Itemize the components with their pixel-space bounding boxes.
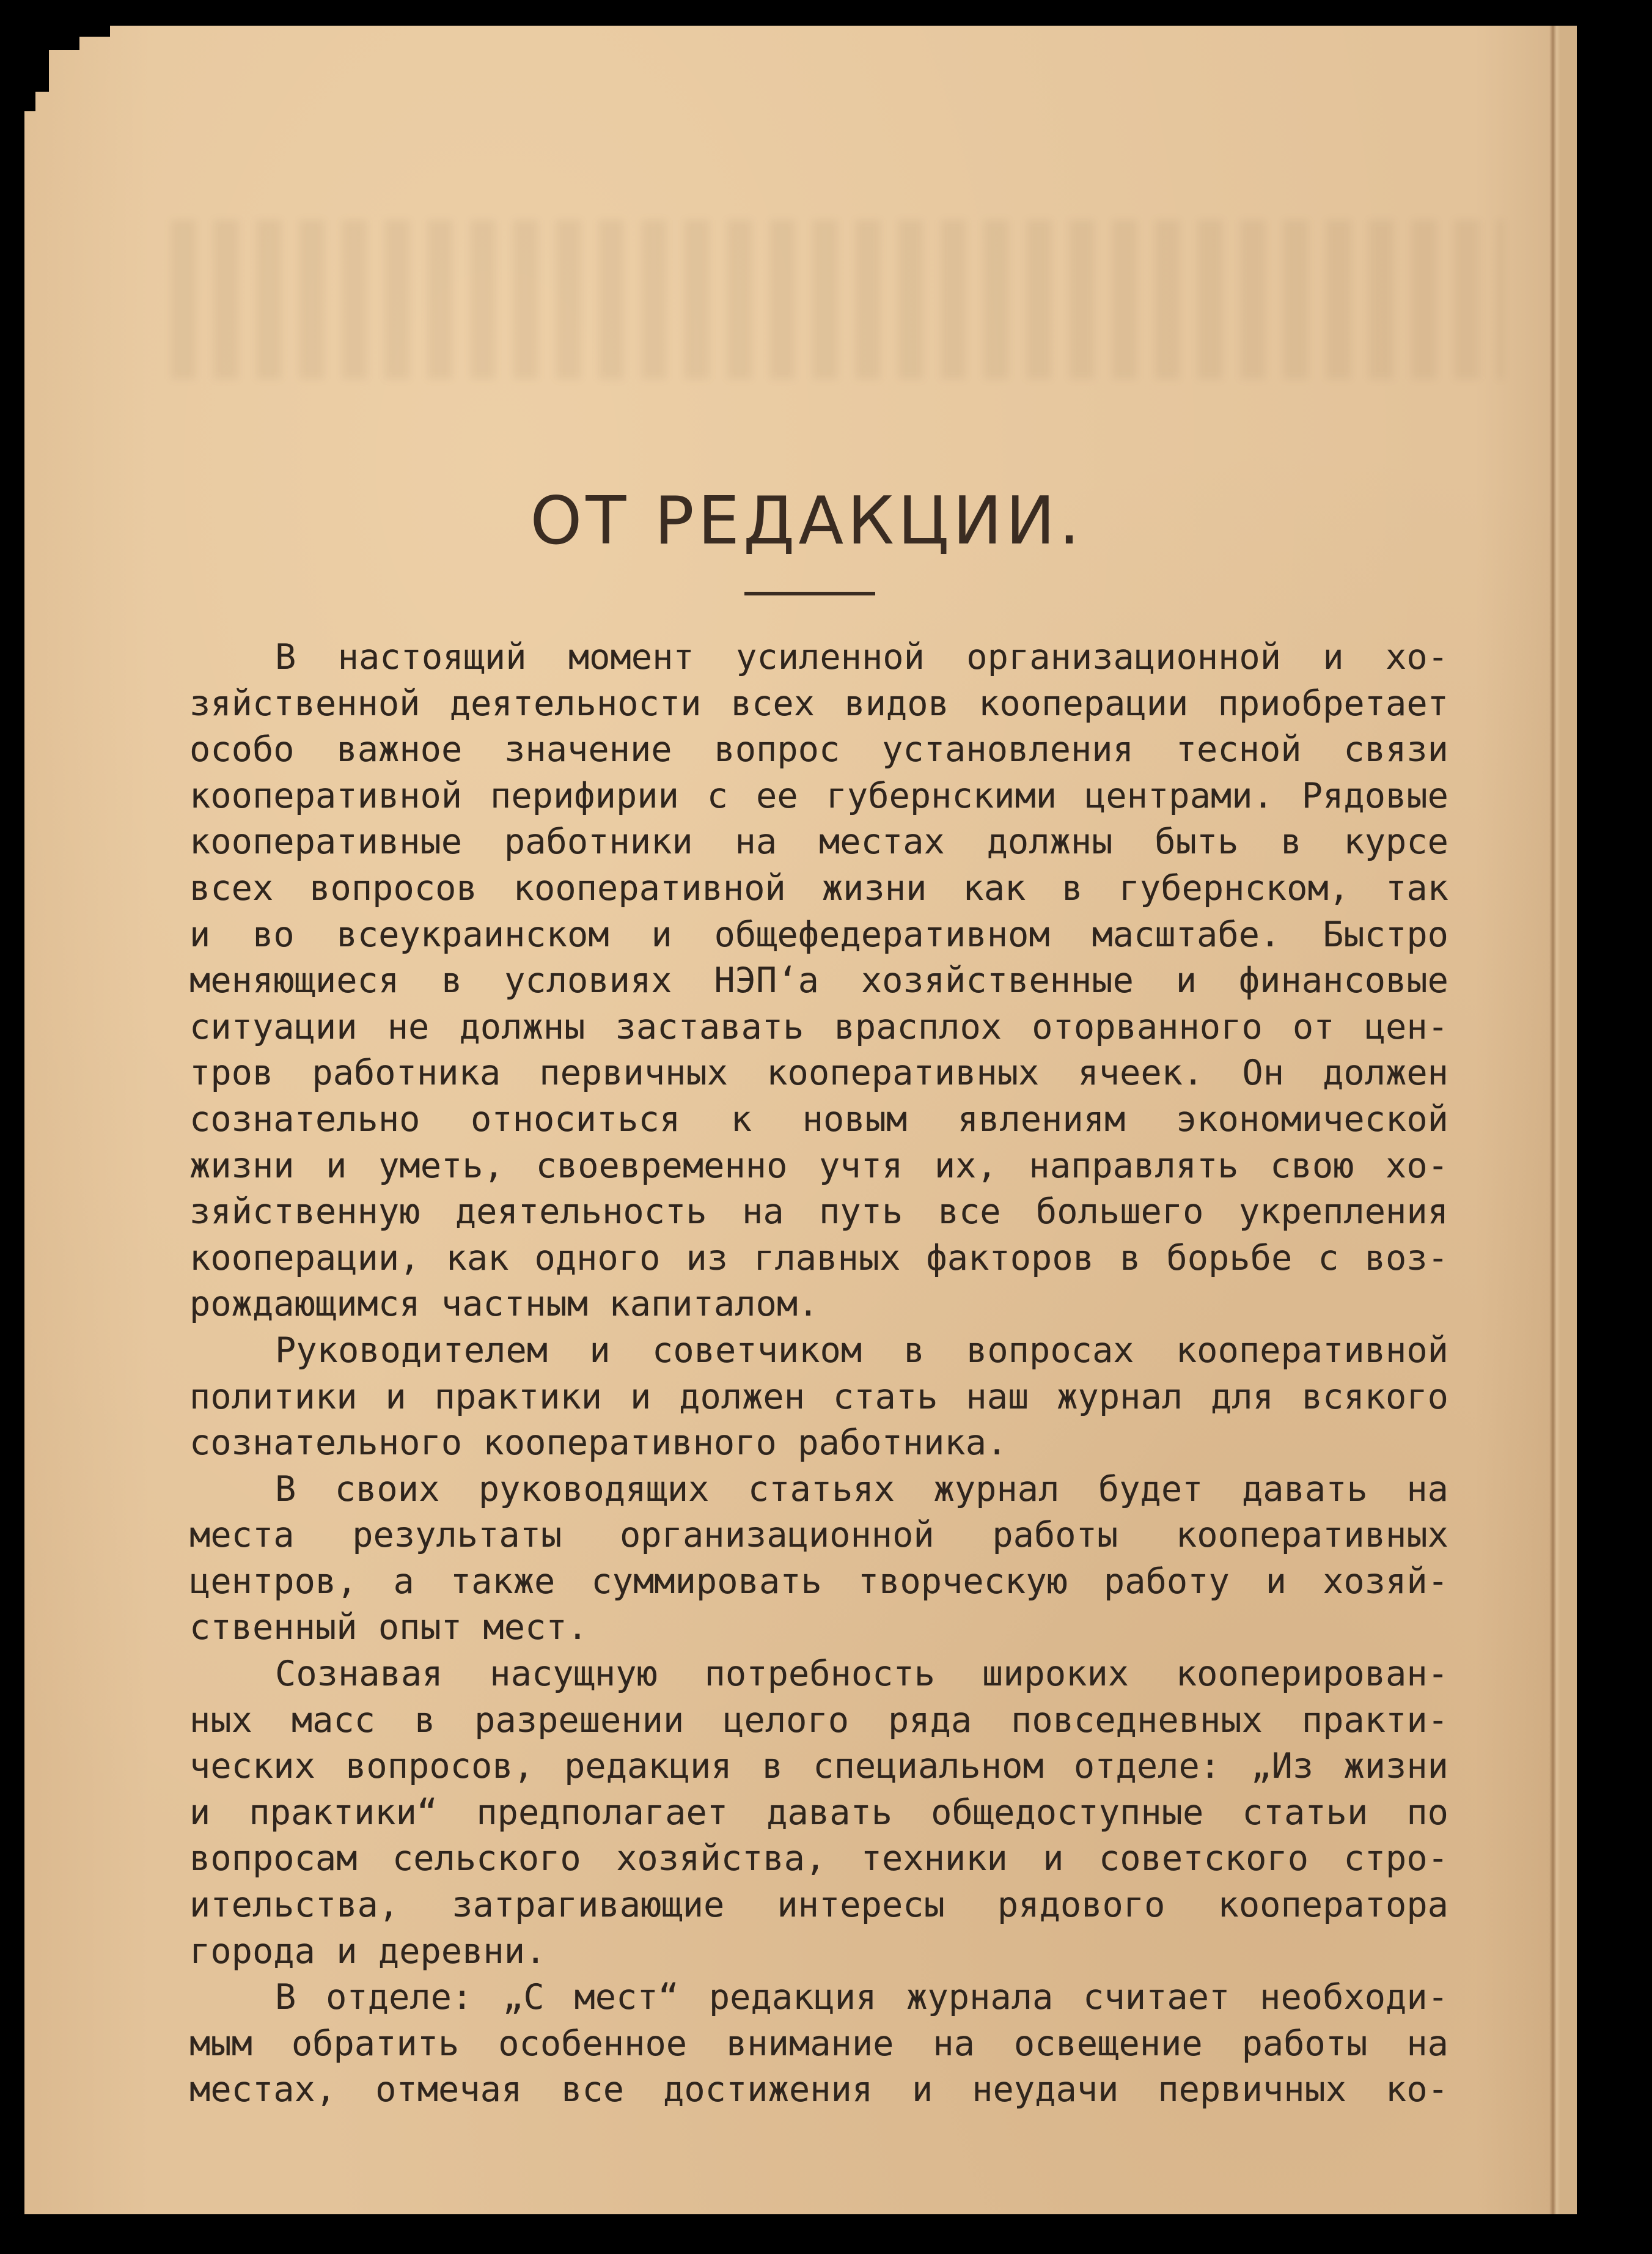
text-line: зяйственную деятельность на путь все большего укрепления bbox=[189, 1191, 1448, 1232]
page-title: ОТ РЕДАКЦИИ. bbox=[530, 483, 1084, 559]
text-line: В отделе: „С мест“ редакция журнала считает необходи- bbox=[275, 1977, 1448, 2018]
text-line: кооперации, как одного из главных факторов в борьбе с воз- bbox=[189, 1237, 1448, 1278]
text-line: кооперативные работники на местах должны быть в курсе bbox=[189, 822, 1448, 863]
text-line: Руководителем и советчиком в вопросах кооперативной bbox=[275, 1330, 1448, 1371]
text-line: ситуации не должны заставать врасплох оторванного от цен- bbox=[189, 1006, 1448, 1047]
editorial-text bbox=[189, 635, 1448, 2113]
text-line: ных масс в разрешении целого ряда повседневных практи- bbox=[189, 1700, 1448, 1740]
text-line: местах, отмечая все достижения и неудачи первичных ко- bbox=[189, 2069, 1448, 2110]
paragraph bbox=[189, 1975, 1448, 2113]
corner-step bbox=[24, 37, 49, 92]
text-line: Сознавая насущную потребность широких кооперирован- bbox=[275, 1654, 1448, 1695]
title-underline bbox=[744, 592, 875, 595]
text-line: вопросам сельского хозяйства, техники и советского стро- bbox=[189, 1838, 1448, 1879]
text-line: города и деревни. bbox=[189, 1931, 546, 1972]
text-line: сознательно относиться к новым явлениям экономической bbox=[189, 1099, 1448, 1140]
text-line: и во всеукраинском и общефедеративном масштабе. Быстро bbox=[189, 914, 1448, 955]
text-line: тров работника первичных кооперативных ячеек. Он должен bbox=[189, 1053, 1448, 1094]
paragraph bbox=[189, 1651, 1448, 1975]
corner-step bbox=[24, 26, 110, 37]
text-line: В настоящий момент усиленной организационной и хо- bbox=[275, 637, 1448, 677]
text-line: рождающимся частным капиталом. bbox=[189, 1284, 819, 1325]
bleed-through-shadow bbox=[171, 220, 1503, 379]
text-line: кооперативной перифирии с ее губернскими центрами. Рядовые bbox=[189, 775, 1448, 816]
text-line: сознательного кооперативного работника. bbox=[189, 1423, 1008, 1464]
text-line: меняющиеся в условиях НЭП‘а хозяйственные и финансовые bbox=[189, 960, 1448, 1001]
text-line: места результаты организационной работы кооперативных bbox=[189, 1515, 1448, 1556]
scan-border-right bbox=[1577, 26, 1652, 2214]
text-line: ственный опыт мест. bbox=[189, 1607, 589, 1648]
text-line: и практики“ предполагает давать общедоступные статьи по bbox=[189, 1792, 1448, 1833]
text-line: зяйственной деятельности всех видов кооперации приобретает bbox=[189, 683, 1448, 724]
text-line: центров, а также суммировать творческую работу и хозяй- bbox=[189, 1561, 1448, 1602]
text-line: всех вопросов кооперативной жизни как в губернском, так bbox=[189, 867, 1448, 908]
text-line: политики и практики и должен стать наш журнал для всякого bbox=[189, 1376, 1448, 1417]
text-line: мым обратить особенное внимание на освещение работы на bbox=[189, 2023, 1448, 2064]
paragraph bbox=[189, 1328, 1448, 1467]
page-fold bbox=[1549, 26, 1560, 2214]
paragraph bbox=[189, 635, 1448, 1328]
paragraph bbox=[189, 1467, 1448, 1651]
text-line: ительства, затрагивающие интересы рядового кооператора bbox=[189, 1885, 1448, 1926]
stacked-page-corner bbox=[24, 26, 110, 111]
text-line: В своих руководящих статьях журнал будет давать на bbox=[275, 1468, 1448, 1509]
text-line: ческих вопросов, редакция в специальном отделе: „Из жизни bbox=[189, 1746, 1448, 1787]
text-line: особо важное значение вопрос установления тесной связи bbox=[189, 729, 1448, 770]
text-line: жизни и уметь, своевременно учтя их, направлять свою хо- bbox=[189, 1145, 1448, 1186]
